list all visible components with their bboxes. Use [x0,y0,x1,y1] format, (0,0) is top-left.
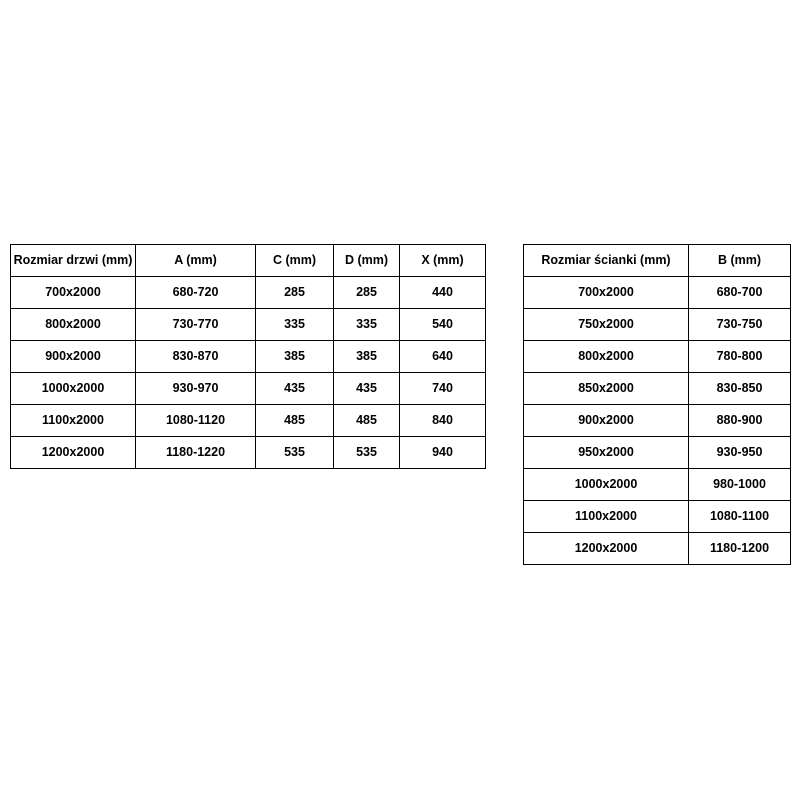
cell-wall-size: 900x2000 [524,405,689,437]
cell-door-size: 1000x2000 [11,373,136,405]
cell-wall-size: 1200x2000 [524,533,689,565]
table-row [11,277,486,309]
table-row [524,309,791,341]
table-row [524,277,791,309]
cell-door-size: 800x2000 [11,309,136,341]
column-header-a: A (mm) [136,245,256,277]
cell-x: 940 [400,437,486,469]
cell-door-size: 900x2000 [11,341,136,373]
cell-wall-size: 950x2000 [524,437,689,469]
cell-a: 1180-1220 [136,437,256,469]
cell-wall-size: 800x2000 [524,341,689,373]
cell-d: 385 [334,341,400,373]
doors-size-table [10,244,486,469]
cell-a: 680-720 [136,277,256,309]
cell-wall-size: 1100x2000 [524,501,689,533]
table-row [524,341,791,373]
table-row [11,373,486,405]
table-row [524,373,791,405]
table-row [524,469,791,501]
cell-x: 440 [400,277,486,309]
cell-c: 335 [256,309,334,341]
cell-b: 880-900 [689,405,791,437]
cell-door-size: 700x2000 [11,277,136,309]
cell-door-size: 1100x2000 [11,405,136,437]
cell-c: 385 [256,341,334,373]
cell-x: 840 [400,405,486,437]
column-header-b: B (mm) [689,245,791,277]
cell-c: 285 [256,277,334,309]
cell-b: 730-750 [689,309,791,341]
table-header-row [11,245,486,277]
cell-wall-size: 850x2000 [524,373,689,405]
cell-b: 680-700 [689,277,791,309]
cell-wall-size: 700x2000 [524,277,689,309]
cell-b: 830-850 [689,373,791,405]
column-header-c: C (mm) [256,245,334,277]
table-row [524,501,791,533]
cell-a: 730-770 [136,309,256,341]
cell-x: 740 [400,373,486,405]
cell-d: 535 [334,437,400,469]
cell-door-size: 1200x2000 [11,437,136,469]
cell-c: 485 [256,405,334,437]
table-row [11,405,486,437]
cell-d: 285 [334,277,400,309]
cell-c: 435 [256,373,334,405]
column-header-d: D (mm) [334,245,400,277]
cell-b: 780-800 [689,341,791,373]
cell-wall-size: 750x2000 [524,309,689,341]
cell-d: 435 [334,373,400,405]
cell-b: 1080-1100 [689,501,791,533]
column-header-x: X (mm) [400,245,486,277]
table-row [11,341,486,373]
wall-size-table [523,244,791,565]
cell-wall-size: 1000x2000 [524,469,689,501]
table-header-row [524,245,791,277]
cell-b: 930-950 [689,437,791,469]
cell-d: 335 [334,309,400,341]
cell-a: 1080-1120 [136,405,256,437]
cell-a: 830-870 [136,341,256,373]
table-row [524,533,791,565]
table-row [524,405,791,437]
cell-x: 640 [400,341,486,373]
cell-b: 1180-1200 [689,533,791,565]
cell-c: 535 [256,437,334,469]
table-row [11,437,486,469]
column-header-wall-size: Rozmiar ścianki (mm) [524,245,689,277]
cell-d: 485 [334,405,400,437]
column-header-door-size: Rozmiar drzwi (mm) [11,245,136,277]
cell-a: 930-970 [136,373,256,405]
table-row [524,437,791,469]
cell-b: 980-1000 [689,469,791,501]
table-row [11,309,486,341]
cell-x: 540 [400,309,486,341]
